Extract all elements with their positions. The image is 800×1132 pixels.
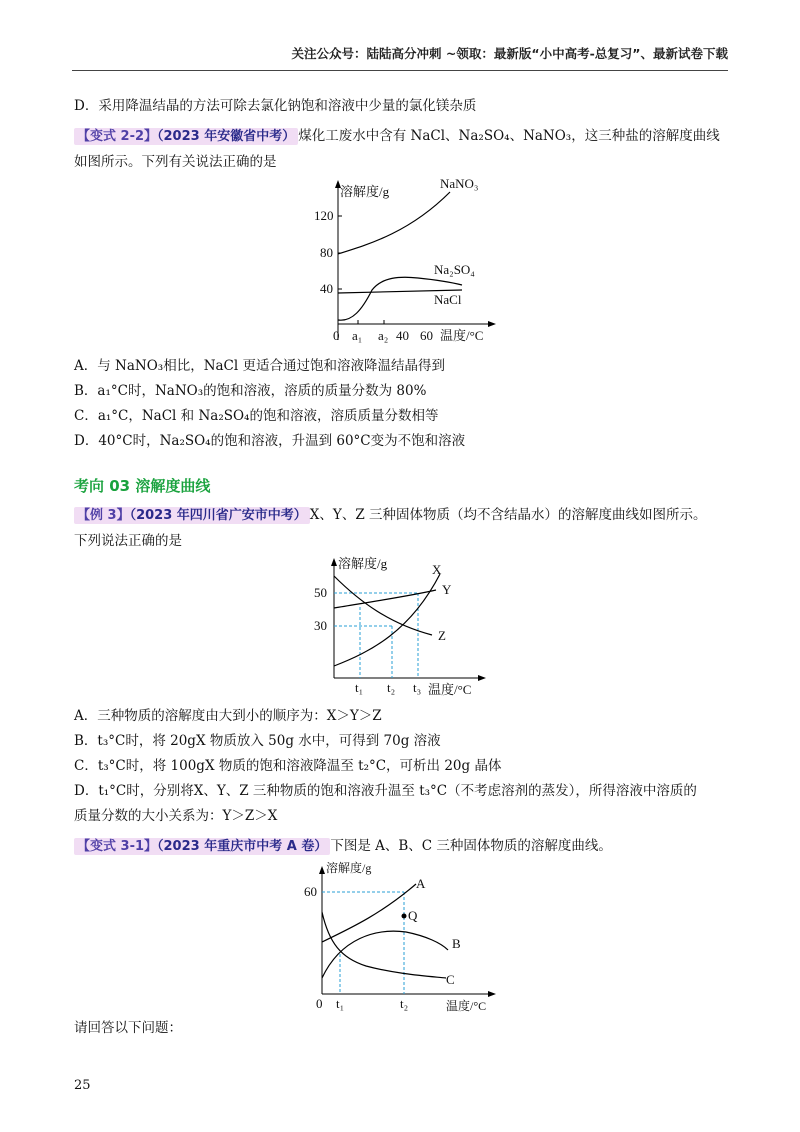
x-tick-0: 0 bbox=[316, 996, 323, 1011]
chart-abc bbox=[296, 858, 516, 1012]
y-tick-60: 60 bbox=[304, 884, 317, 899]
label-z: Z bbox=[438, 628, 446, 643]
q3-stem-line2: 下列说法正确的是 bbox=[74, 533, 182, 549]
label-x: X bbox=[432, 562, 442, 577]
q4-stem: 下图是 A、B、C 三种固体物质的溶解度曲线。 bbox=[330, 838, 612, 854]
header-divider bbox=[72, 70, 728, 71]
q3-option-d: D．t₁°C时，分别将X、Y、Z 三种物质的饱和溶液升温至 t₃°C（不考虑溶剂的蒸发），所得溶液中溶质的 bbox=[74, 783, 697, 799]
y-axis-label: 溶解度/g bbox=[326, 861, 372, 875]
q3-option-d-cont: 质量分数的大小关系为：Y＞Z＞X bbox=[74, 808, 278, 824]
x-tick-t2: t₂ bbox=[400, 996, 409, 1011]
q4-tag-source: （2023 年重庆市中考 A 卷） bbox=[157, 839, 328, 854]
q2-stem-line1 bbox=[74, 126, 720, 147]
y-tick-30: 30 bbox=[314, 618, 327, 633]
x-tick-t2: t₂ bbox=[387, 680, 396, 695]
curve-c bbox=[322, 912, 446, 978]
q2-option-c: C．a₁°C，NaCl 和 Na₂SO₄的饱和溶液，溶质质量分数相等 bbox=[74, 408, 439, 424]
label-q: Q bbox=[408, 908, 418, 923]
q2-tag-label: 【变式 2-2】 bbox=[77, 129, 158, 144]
axis-x-arrow bbox=[488, 321, 496, 327]
q3-stem1: X、Y、Z 三种固体物质（均不含结晶水）的溶解度曲线如图所示。 bbox=[309, 507, 707, 523]
q4-tag-label: 【变式 3-1】 bbox=[77, 839, 158, 854]
x-tick-t3: t₃ bbox=[413, 680, 422, 695]
q2-tag-source: （2023 年安徽省中考） bbox=[157, 129, 296, 144]
curve-nano3 bbox=[338, 192, 450, 254]
page-header: 关注公众号：陆陆高分冲刺 ~领取：最新版“小中高考-总复习”、最新试卷下载 bbox=[291, 46, 728, 61]
x-tick-40: 40 bbox=[396, 328, 409, 343]
label-a: A bbox=[416, 876, 426, 891]
section-title: 考向 03 溶解度曲线 bbox=[74, 477, 211, 495]
x-axis-label: 温度/°C bbox=[446, 999, 487, 1012]
q4-stem-line bbox=[74, 836, 612, 857]
axis-y-arrow bbox=[331, 558, 337, 566]
q3-tag bbox=[74, 507, 310, 524]
q2-stem-c: 、 bbox=[509, 128, 524, 144]
x-tick-a1: a₁ bbox=[352, 328, 363, 343]
x-axis-label: 温度/°C bbox=[428, 682, 472, 697]
q3-tag-source: （2023 年四川省广安市中考） bbox=[129, 508, 307, 523]
prev-option-d: D．采用降温结晶的方法可除去氯化钠饱和溶液中少量的氯化镁杂质 bbox=[74, 98, 477, 114]
x-tick-0: 0 bbox=[333, 328, 340, 343]
chart-xyz bbox=[300, 552, 500, 700]
curve-a bbox=[322, 884, 416, 942]
x-tick-t1: t₁ bbox=[336, 996, 345, 1011]
q3-stem-line1 bbox=[74, 505, 707, 526]
y-axis-label: 溶解度/g bbox=[340, 184, 390, 199]
curve-x bbox=[334, 574, 440, 666]
label-nacl: NaCl bbox=[434, 292, 462, 307]
x-tick-a2: a₂ bbox=[378, 328, 389, 343]
label-b: B bbox=[452, 936, 461, 951]
q2-stem-line2: 如图所示。下列有关说法正确的是 bbox=[74, 154, 277, 170]
label-nano3: NaNO₃ bbox=[440, 176, 479, 191]
q2-stem-a: 煤化工废水中含有 NaCl、 bbox=[298, 128, 459, 144]
label-y: Y bbox=[442, 582, 452, 597]
q3-option-c: C．t₃°C时，将 100gX 物质的饱和溶液降温至 t₂°C，可析出 20g 晶体 bbox=[74, 758, 502, 774]
point-q bbox=[402, 914, 407, 919]
q4-tag bbox=[74, 838, 330, 855]
q4-ask: 请回答以下问题： bbox=[74, 1020, 182, 1036]
label-c: C bbox=[446, 972, 455, 987]
curve-b bbox=[322, 931, 448, 978]
q2-stem-d: NaNO₃ bbox=[523, 128, 572, 144]
axis-y-arrow bbox=[319, 866, 325, 874]
chart-nano3 bbox=[300, 172, 500, 350]
q2-tag bbox=[74, 128, 298, 145]
axis-x-arrow bbox=[488, 991, 496, 997]
x-axis-label: 温度/°C bbox=[440, 328, 484, 343]
q2-stem-e: ，这三种盐的溶解度曲线 bbox=[571, 128, 720, 144]
q2-option-b: B．a₁°C时，NaNO₃的饱和溶液，溶质的质量分数为 80% bbox=[74, 383, 427, 399]
label-na2so4: Na₂SO₄ bbox=[434, 262, 475, 277]
page-number: 25 bbox=[74, 1078, 91, 1093]
x-tick-t1: t₁ bbox=[355, 680, 364, 695]
q3-option-b: B．t₃°C时，将 20gX 物质放入 50g 水中，可得到 70g 溶液 bbox=[74, 733, 441, 749]
y-tick-80: 80 bbox=[320, 245, 333, 260]
y-tick-50: 50 bbox=[314, 585, 327, 600]
y-tick-120: 120 bbox=[314, 208, 334, 223]
y-tick-40: 40 bbox=[320, 281, 333, 296]
q2-option-a: A．与 NaNO₃相比，NaCl 更适合通过饱和溶液降温结晶得到 bbox=[74, 358, 445, 374]
q3-tag-label: 【例 3】 bbox=[77, 508, 130, 523]
y-axis-label: 溶解度/g bbox=[338, 556, 388, 571]
x-tick-60: 60 bbox=[420, 328, 433, 343]
q2-option-d: D．40°C时，Na₂SO₄的饱和溶液，升温到 60°C变为不饱和溶液 bbox=[74, 433, 466, 449]
q2-stem-b: Na₂SO₄ bbox=[458, 128, 510, 144]
axis-x-arrow bbox=[478, 675, 486, 681]
q3-option-a: A．三种物质的溶解度由大到小的顺序为：X＞Y＞Z bbox=[74, 708, 382, 724]
